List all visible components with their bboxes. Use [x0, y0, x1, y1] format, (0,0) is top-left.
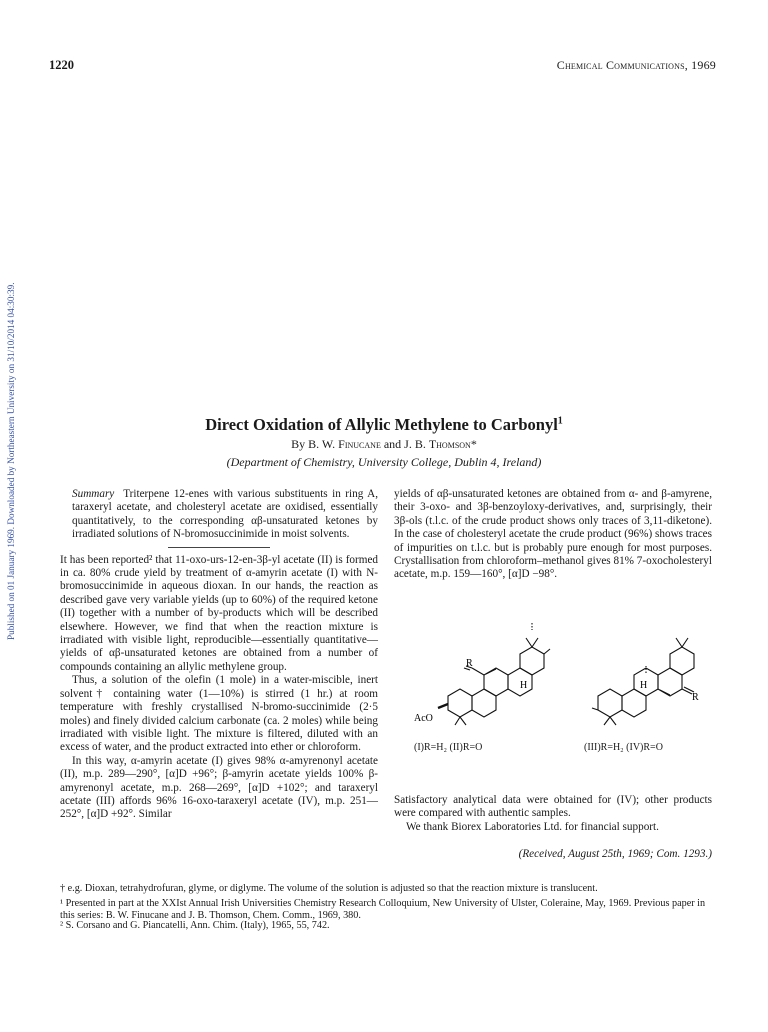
article-title [0, 415, 768, 435]
footnote-1: ¹ Presented in part at the XXIst Annual Irish Universities Chemistry Research Colloquium, New University of Ulster, Coleraine, May, 1969. Previous paper in this series: B. W. Finucane and J. B. Thomson, Chem. Comm., 1969, 380. [60, 898, 706, 921]
left-structure-caption: (I)R=H₂ (II)R=O [414, 742, 483, 753]
summary-label: Summary [72, 488, 115, 500]
body-paragraph-1: It has been reported² that 11-oxo-urs-12-en-3β-yl acetate (II) is formed in ca. 80% crude yield by treatment of α-amyrin acetate (I) with N-bromosuccinimide in aqueous dioxan. In our hands, the reaction as described gave very variable yields (up to 60%) of the required ketone (II) together with a number of by-products which will be described elsewhere. However, we find that when the reaction mixture is irradiated with visible light, reproducible—essentially quantitative—yields of αβ-unsaturated ketones are obtained from a number of compounds containing an allylic methylene group. [60, 553, 378, 673]
analysis-paragraph: Satisfactory analytical data were obtained for (IV); other products were compared with authentic samples. [394, 794, 712, 820]
page-number: 1220 [49, 58, 74, 72]
summary-divider [168, 547, 270, 548]
closing-paragraphs [394, 794, 712, 834]
title-footnote-ref: 1 [557, 415, 563, 427]
right-structure-caption: (III)R=H₂ (IV)R=O [584, 742, 663, 753]
title-text: Direct Oxidation of Allylic Methylene to Carbonyl [205, 415, 558, 434]
footnote-2: ² S. Corsano and G. Piancatelli, Ann. Chim. (Italy), 1965, 55, 742. [60, 920, 330, 931]
aco-label: AcO [414, 713, 433, 724]
h-label-left: H [520, 680, 528, 691]
thanks-paragraph: We thank Biorex Laboratories Ltd. for financial support. [406, 820, 659, 833]
summary-text: Triterpene 12-enes with various substituents in ring A, taraxeryl acetate, and cholesteryl acetate are oxidised, essentially quantitatively, to the corresponding αβ-unsaturated ketones by irradiated solutions of N-bromosuccinimide in moist solvents. [72, 488, 379, 541]
h-label-right: H [640, 680, 648, 691]
summary-paragraph [60, 488, 378, 542]
footnote-dagger: † e.g. Dioxan, tetrahydrofuran, glyme, or diglyme. The volume of the solution is adjusted so that the reaction mixture is translucent. [60, 883, 598, 894]
author-line [0, 437, 768, 452]
author-1: Finucane [338, 437, 381, 451]
right-column [394, 488, 712, 582]
left-column [60, 488, 378, 822]
received-line: (Received, August 25th, 1969; Com. 1293.) [518, 848, 712, 860]
journal-header: Chemical Communications, 1969 [556, 58, 716, 72]
authors-and: and J. B. [380, 437, 429, 451]
right-paragraph: yields of αβ-unsaturated ketones are obtained from α- and β-amyrene, their 3-oxo- and 3β-benzoyloxy-derivatives, and, surprisingly, their 3β-ols (t.l.c. of the crude product shows only traces of 3,11-diketone). In the case of cholesteryl acetate the crude product (96%) shows traces of impurities on t.l.c. but is probably pure enough for most purposes. Crystallisation from chloroform–methanol gives 81% 7-oxocholesteryl acetate, m.p. 159—160°, [α]D −98°. [394, 488, 712, 581]
body-paragraph-2: Thus, a solution of the olefin (1 mole) in a water-miscible, inert solvent† containing water (1—10%) is stirred (1 hr.) at room temperature with freshly crystallised N-bromo-succinimide (2·5 moles) and finely divided calcium carbonate (ca. 2 moles) while being irradiated with visible light. The mixture is filtered, diluted with an excess of water, and the product extracted into ether or chloroform. [60, 674, 378, 754]
download-notice-text: Published on 01 January 1969. Downloaded by Northeastern University on 31/10/2014 04:30:39. [6, 282, 16, 640]
authors-by: By B. W. [291, 437, 339, 451]
structural-formulae [400, 618, 720, 758]
triterpene-structures-drawing [400, 618, 720, 758]
author-2: Thomson [428, 437, 471, 451]
body-paragraph-3: In this way, α-amyrin acetate (I) gives 98% α-amyrenonyl acetate (II), m.p. 289—290°, [α]D +96°; β-amyrin acetate yields 100% β-amyrenonyl acetate, m.p. 268—269°, [α]D +102°; and taraxeryl acetate (III) affords 96% 16-oxo-taraxeryl acetate (IV), m.p. 251—252°, [α]D +92°. Similar [60, 754, 378, 821]
author-star: * [470, 437, 477, 451]
affiliation: (Department of Chemistry, University College, Dublin 4, Ireland) [226, 455, 542, 469]
r-label-right: R [692, 692, 699, 703]
r-label-left: R [466, 658, 473, 669]
